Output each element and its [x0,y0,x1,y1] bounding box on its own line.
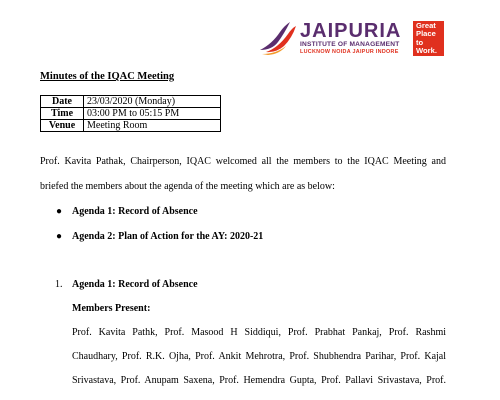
intro-line: briefed the members about the agenda of the meeting which are as below: [40,181,335,192]
section-number: 1. [55,279,63,290]
logo-tagline [413,21,444,56]
section-heading: Agenda 1: Record of Absence [72,279,198,290]
logo-cities: LUCKNOW NOIDA JAIPUR INDORE [300,49,399,55]
table-row [41,108,221,120]
members-present-heading: Members Present: [72,303,151,314]
time-label: Time [41,108,84,120]
agenda-item: Agenda 1: Record of Absence [72,206,198,217]
jaipuria-logo [258,20,448,58]
date-label: Date [41,96,84,108]
members-list-line: Srivastava, Prof. Anupam Saxena, Prof. Hemendra Gupta, Prof. Pallavi Srivastava, Prof. [72,375,446,386]
logo-tagline-word: to [416,37,424,47]
bullet-icon: ● [56,206,63,217]
venue-label: Venue [41,120,84,132]
members-list-line: Prof. Kavita Pathk, Prof. Masood H Siddiqui, Prof. Prabhat Pankaj, Prof. Rashmi [72,327,446,338]
venue-value: Meeting Room [84,120,221,132]
logo-subtitle: INSTITUTE OF MANAGEMENT [300,41,400,48]
logo-name: JAIPURIA [300,20,402,42]
table-row [41,96,221,108]
date-value: 23/03/2020 (Monday) [84,96,221,108]
logo-emblem-icon [258,20,298,56]
agenda-item: Agenda 2: Plan of Action for the AY: 2020-21 [72,231,264,242]
logo-tagline-word: Work. [416,45,437,55]
logo-tagline-word: Great [416,21,436,30]
time-value: 03:00 PM to 05:15 PM [84,108,221,120]
intro-line: Prof. Kavita Pathak, Chairperson, IQAC welcomed all the members to the IQAC Meeting and [40,156,446,167]
document-title: Minutes of the IQAC Meeting [40,71,175,82]
meeting-info-table [40,95,221,132]
logo-tagline-word: Place [416,29,436,39]
bullet-icon: ● [56,231,63,242]
table-row [41,120,221,132]
members-list-line: Chaudhary, Prof. R.K. Ojha, Prof. Ankit Mehrotra, Prof. Shubhendra Parihar, Prof. Kajal [72,351,446,362]
